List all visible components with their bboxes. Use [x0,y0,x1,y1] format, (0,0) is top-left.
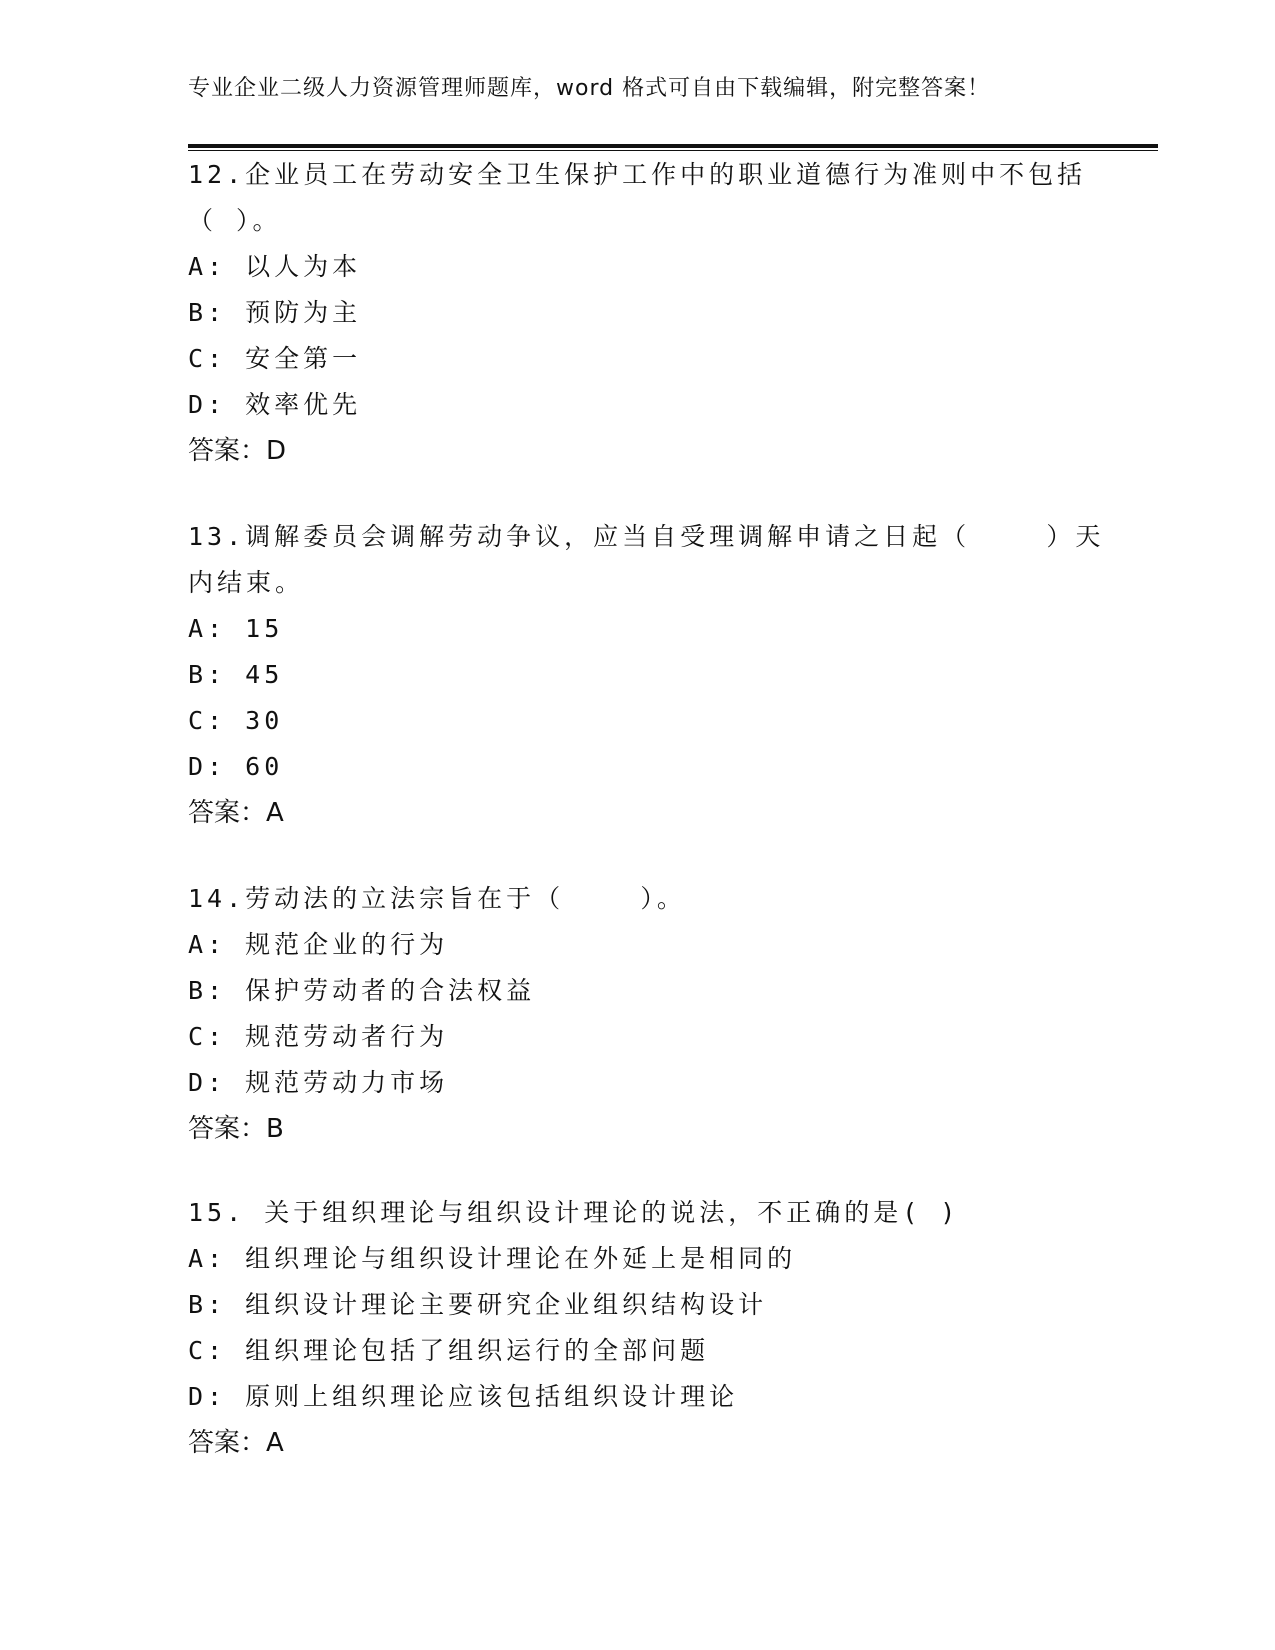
question-12 [188,152,1088,474]
option-d: D: 原则上组织理论应该包括组织设计理论 [188,1382,739,1411]
question-13 [188,514,1105,836]
answer-line: 答案：A [188,1428,284,1458]
option-b: B: 组织设计理论主要研究企业组织结构设计 [188,1290,768,1319]
option-d: D: 60 [188,752,284,781]
option-c: C: 30 [188,706,284,735]
answer-line: 答案：A [188,798,284,828]
answer-line: 答案：D [188,436,287,466]
question-stem-line: 15. 关于组织理论与组织设计理论的说法，不正确的是( ) [188,1198,960,1227]
option-a: A: 组织理论与组织设计理论在外延上是相同的 [188,1244,797,1273]
answer-line: 答案：B [188,1114,284,1144]
option-d: D: 效率优先 [188,390,362,419]
option-c: C: 安全第一 [188,344,362,373]
option-b: B: 保护劳动者的合法权益 [188,976,536,1005]
option-b: B: 45 [188,660,284,689]
header-rule-thin [188,150,1158,151]
header-rule-thick [188,144,1158,148]
question-stem-line: 内结束。 [188,568,305,597]
option-b: B: 预防为主 [188,298,362,327]
option-d: D: 规范劳动力市场 [188,1068,449,1097]
option-a: A: 规范企业的行为 [188,930,449,959]
option-a: A: 以人为本 [188,252,362,281]
option-a: A: 15 [188,614,284,643]
question-stem-line: 12.企业员工在劳动安全卫生保护工作中的职业道德行为准则中不包括 [188,160,1087,189]
question-14 [188,876,1088,1152]
question-15 [188,1190,1088,1466]
option-c: C: 组织理论包括了组织运行的全部问题 [188,1336,710,1365]
question-stem-line: 13.调解委员会调解劳动争议，应当自受理调解申请之日起（ ）天 [188,522,1105,551]
question-stem-line: （ ）。 [188,206,282,235]
question-stem-line: 14.劳动法的立法宗旨在于（ ）。 [188,884,686,913]
page-header: 专业企业二级人力资源管理师题库，word 格式可自由下载编辑，附完整答案！ [188,76,991,101]
option-c: C: 规范劳动者行为 [188,1022,449,1051]
